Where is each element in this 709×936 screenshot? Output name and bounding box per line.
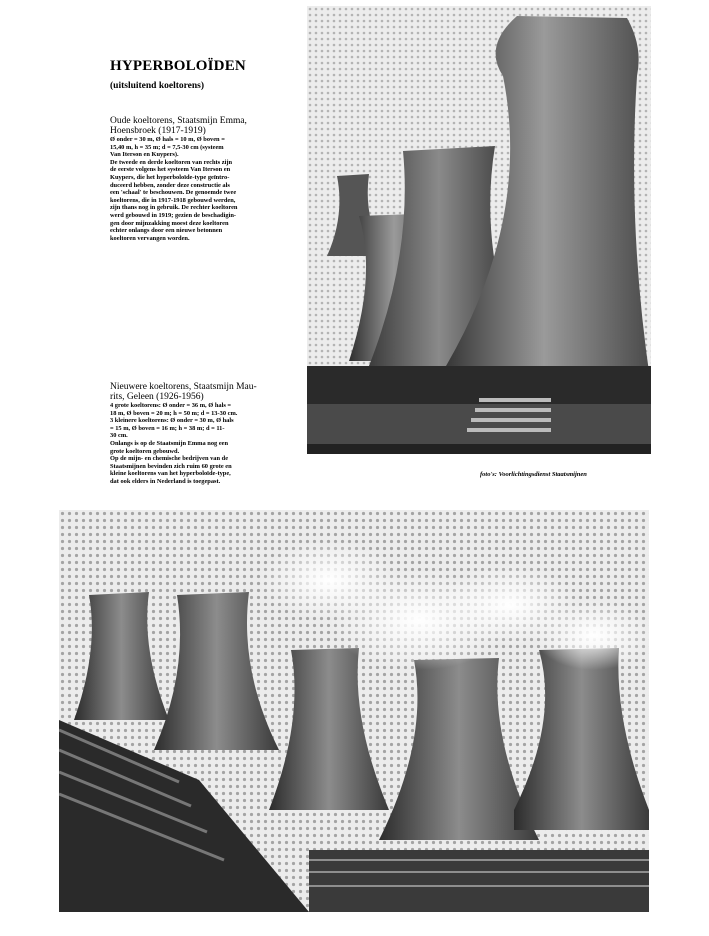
caption-heading [110, 382, 270, 402]
caption-heading [110, 116, 288, 136]
page-subtitle: (uitsluitend koeltorens) [110, 81, 205, 91]
photo-cooling-towers-maurits [59, 510, 649, 912]
caption-heading-line: Nieuwere koeltorens, Staatsmijn Mau- [110, 382, 257, 392]
caption-line: een 'schaal' te beschouwen. De genoemde twee [110, 189, 237, 197]
caption-maurits [110, 382, 270, 486]
caption-line: Staatsmijnen bevinden zich ruim 60 grote en [110, 462, 232, 470]
page-title: HYPERBOLOÏDEN [110, 58, 246, 74]
caption-line: koeltorens, die in 1917-1918 gebouwd werden, [110, 196, 236, 204]
caption-line: Van Iterson en Kuypers). [110, 151, 179, 159]
photo-credit: foto's: Voorlichtingsdienst Staatsmijnen [480, 471, 587, 478]
caption-line: dat ook elders in Nederland is toegepast. [110, 477, 221, 485]
photo-cooling-towers-emma-image [307, 6, 651, 454]
caption-heading-line: Oude koeltorens, Staatsmijn Emma, [110, 116, 247, 126]
caption-emma [110, 116, 288, 242]
caption-line: 4 grote koeltorens: Ø onder = 36 m, Ø hals = [110, 402, 232, 409]
caption-line: De tweede en derde koeltoren van rechts zijn [110, 158, 233, 166]
caption-body [110, 136, 288, 242]
caption-heading-line: Hoensbroek (1917-1919) [110, 126, 206, 136]
caption-line: 30 cm. [110, 432, 128, 440]
caption-line: zijn thans nog in gebruik. De rechter koeltoren [110, 204, 238, 212]
caption-line: de eerste volgens het systeem Van Iterson en [110, 166, 231, 174]
photo-cooling-towers-emma [307, 6, 651, 454]
caption-line: Onlangs is op de Staatsmijn Emma nog een [110, 439, 229, 447]
caption-line: 15,40 m, h = 35 m; d = 7,5-30 cm (systeem [110, 143, 224, 151]
caption-line: duceerd hebben, zonder deze constructie als [110, 181, 230, 189]
caption-line: Kuypers, die het hyperboloïde-type geïntro- [110, 173, 230, 181]
caption-line: koeltoren vervangen worden. [110, 234, 190, 242]
caption-heading-line: rits, Geleen (1926-1956) [110, 392, 204, 402]
caption-line: gen door mijnzakking moest deze koeltoren [110, 219, 229, 227]
photo-cooling-towers-maurits-image [59, 510, 649, 912]
caption-line: 3 kleinere koeltorens: Ø onder = 30 m, Ø hals [110, 417, 234, 425]
caption-line: = 15 m, Ø boven = 16 m; h = 38 m; d = 11- [110, 424, 225, 432]
caption-line: kleine koeltorens van het hyperboloïde-type, [110, 470, 231, 478]
caption-line: 18 m, Ø boven = 20 m; h = 50 m; d = 13-30 cm. [110, 409, 238, 417]
caption-line: Ø onder = 30 m, Ø hals = 10 m, Ø boven = [110, 136, 225, 143]
caption-body [110, 402, 270, 486]
caption-line: grote koeltoren gebouwd. [110, 447, 180, 455]
caption-line: echter onlangs door een nieuwe betonnen [110, 227, 223, 235]
caption-line: werd gebouwd in 1919; gezien de beschadigin- [110, 211, 237, 219]
caption-line: Op de mijn- en chemische bedrijven van de [110, 455, 229, 463]
